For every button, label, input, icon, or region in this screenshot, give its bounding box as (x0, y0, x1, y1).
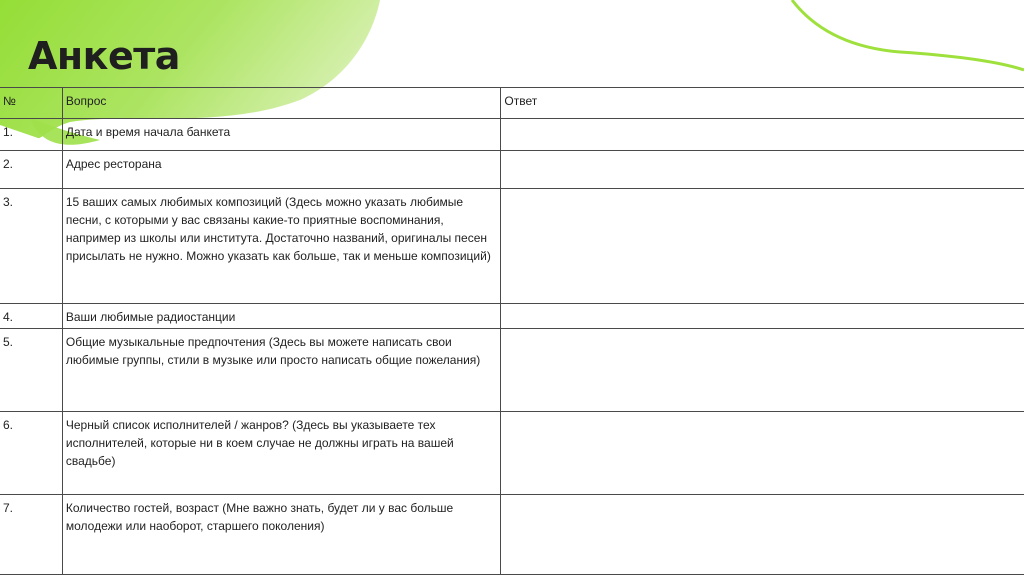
header-answer: Ответ (501, 88, 1024, 119)
page-title: Анкета (28, 34, 180, 78)
row-number: 4. (0, 304, 62, 329)
row-number: 6. (0, 412, 62, 495)
table-row (0, 495, 1024, 575)
row-question: Черный список исполнителей / жанров? (Здесь вы указываете тех исполнителей, которые ни в коем случае не должны играть на вашей свадьбе) (62, 412, 501, 495)
table-row (0, 412, 1024, 495)
row-number: 5. (0, 329, 62, 412)
row-answer-cell[interactable] (501, 495, 1024, 575)
table-row (0, 119, 1024, 151)
row-answer-cell[interactable] (501, 189, 1024, 304)
row-answer-cell[interactable] (501, 412, 1024, 495)
row-answer-cell[interactable] (501, 151, 1024, 189)
row-question: Ваши любимые радиостанции (62, 304, 501, 329)
row-number: 7. (0, 495, 62, 575)
row-answer-cell[interactable] (501, 304, 1024, 329)
row-question: Дата и время начала банкета (62, 119, 501, 151)
row-question: 15 ваших самых любимых композиций (Здесь можно указать любимые песни, с которыми у вас связаны какие-то приятные воспоминания, например из школы или института. Достаточно названий, оригиналы песен присылать не нужно. Можно указать как больше, так и меньше композиций) (62, 189, 501, 304)
green-curve-line (792, 0, 1024, 70)
header-number: № (0, 88, 62, 119)
row-number: 1. (0, 119, 62, 151)
row-answer-cell[interactable] (501, 119, 1024, 151)
row-question: Адрес ресторана (62, 151, 501, 189)
survey-table (0, 87, 1024, 575)
table-row (0, 329, 1024, 412)
table-row (0, 151, 1024, 189)
row-question: Общие музыкальные предпочтения (Здесь вы можете написать свои любимые группы, стили в музыке или просто написать общие пожелания) (62, 329, 501, 412)
row-answer-cell[interactable] (501, 329, 1024, 412)
row-question: Количество гостей, возраст (Мне важно знать, будет ли у вас больше молодежи или наоборот, старшего поколения) (62, 495, 501, 575)
row-number: 2. (0, 151, 62, 189)
table-row (0, 189, 1024, 304)
table-header-row (0, 88, 1024, 119)
header-question: Вопрос (62, 88, 501, 119)
row-number: 3. (0, 189, 62, 304)
table-row (0, 304, 1024, 329)
